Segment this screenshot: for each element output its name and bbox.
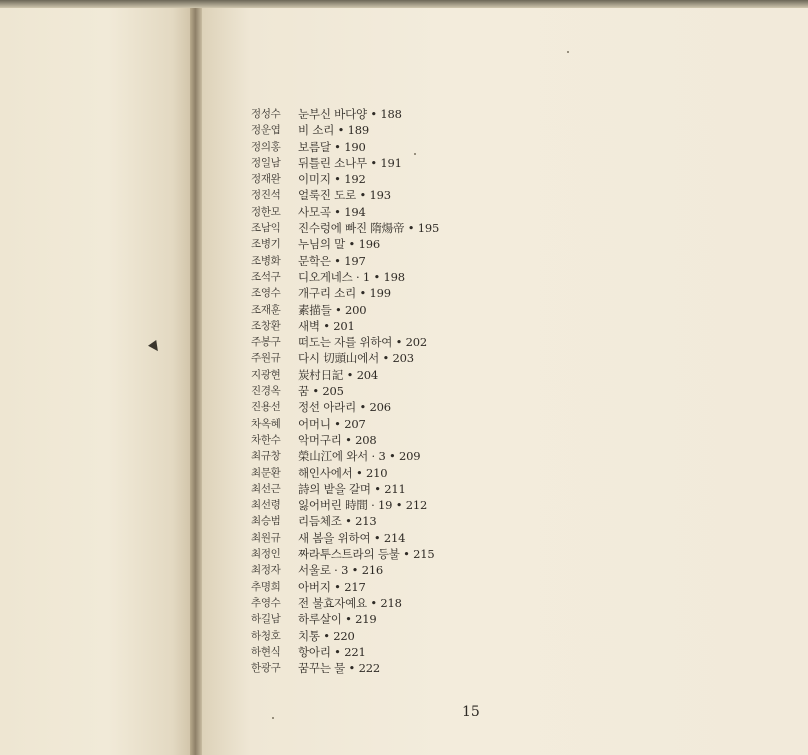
author-name: 정의홍 — [251, 140, 281, 153]
poem-entry: 해인사에서 • 210 — [298, 465, 388, 480]
poem-entry: 짜라투스트라의 등불 • 215 — [298, 547, 435, 562]
paper-speck — [567, 51, 569, 53]
poem-entry: 디오게네스 · 1 • 198 — [298, 269, 405, 284]
poem-entry: 素描들 • 200 — [298, 302, 367, 317]
author-name: 한광구 — [251, 662, 281, 675]
author-name: 최원규 — [251, 531, 281, 544]
poem-entry: 炭村日記 • 204 — [298, 367, 379, 382]
poem-entry: 뒤틀린 소나무 • 191 — [298, 155, 402, 170]
poem-entry: 하루살이 • 219 — [298, 612, 377, 627]
poem-entry: 다시 切頭山에서 • 203 — [298, 351, 414, 366]
author-name: 주원규 — [251, 352, 281, 365]
poem-entry: 새 봄을 위하여 • 214 — [298, 530, 406, 545]
scan-top-edge — [0, 0, 808, 8]
poem-entry: 비 소리 • 189 — [298, 123, 370, 138]
author-name: 추명희 — [251, 580, 281, 593]
author-name: 추영수 — [251, 596, 281, 609]
poem-entry: 개구리 소리 • 199 — [298, 286, 391, 301]
poem-entry: 새벽 • 201 — [298, 318, 355, 333]
poem-entry: 리듬체조 • 213 — [298, 514, 377, 529]
author-name: 정재완 — [251, 173, 281, 186]
poem-entry: 아버지 • 217 — [298, 579, 366, 594]
author-name: 조재훈 — [251, 303, 281, 316]
poem-entry: 문학은 • 197 — [298, 253, 366, 268]
author-name: 조석구 — [251, 270, 281, 283]
poem-entry: 정선 아라리 • 206 — [298, 400, 391, 415]
poem-entry: 서울로 · 3 • 216 — [298, 563, 384, 578]
poem-entry: 떠도는 자를 위하여 • 202 — [298, 335, 428, 350]
poem-entry: 얼룩진 도로 • 193 — [298, 188, 391, 203]
poem-entry: 항아리 • 221 — [298, 644, 366, 659]
author-name: 주봉구 — [251, 336, 281, 349]
author-name: 최승범 — [251, 515, 281, 528]
poem-entry: 누님의 말 • 196 — [298, 237, 380, 252]
poem-entry: 詩의 밭을 갈며 • 211 — [298, 481, 406, 496]
author-name: 하청호 — [251, 629, 281, 642]
author-name: 최문환 — [251, 466, 281, 479]
author-name: 최정자 — [251, 564, 281, 577]
author-name: 진경옥 — [251, 385, 281, 398]
poem-entry: 이미지 • 192 — [298, 172, 366, 187]
author-name: 조창환 — [251, 319, 281, 332]
poem-entry: 꿈꾸는 물 • 222 — [298, 661, 380, 676]
author-name: 최규창 — [251, 450, 281, 463]
author-name: 최선근 — [251, 482, 281, 495]
poem-entry: 전 불효자예요 • 218 — [298, 595, 402, 610]
author-name: 진용선 — [251, 401, 281, 414]
author-name: 정진석 — [251, 189, 281, 202]
paper-speck — [414, 153, 416, 155]
poem-entry: 눈부신 바다양 • 188 — [298, 107, 402, 121]
poem-entry: 어머니 • 207 — [298, 416, 366, 431]
author-name: 최정인 — [251, 548, 281, 561]
author-name: 차옥혜 — [251, 417, 281, 430]
author-name: 정성수 — [251, 108, 281, 120]
poem-entry: 잃어버린 時間 · 19 • 212 — [298, 498, 428, 513]
poem-entry: 악머구리 • 208 — [298, 432, 377, 447]
page-number: 15 — [462, 704, 480, 720]
poem-entry: 사모곡 • 194 — [298, 204, 366, 219]
author-name: 조영수 — [251, 287, 281, 300]
paper-speck — [272, 717, 274, 719]
book-gutter — [190, 0, 202, 755]
author-name: 정한모 — [251, 205, 281, 218]
author-name: 하길남 — [251, 613, 281, 626]
poem-entry: 치통 • 220 — [298, 628, 355, 643]
author-name: 하현식 — [251, 645, 281, 658]
author-name: 정일남 — [251, 156, 281, 169]
author-name: 정운엽 — [251, 124, 281, 137]
author-name: 조병기 — [251, 238, 281, 251]
author-name: 조남익 — [251, 222, 281, 235]
author-name: 차한수 — [251, 433, 281, 446]
poem-entry: 보름달 • 190 — [298, 139, 366, 154]
poem-entry: 榮山江에 와서 · 3 • 209 — [298, 449, 421, 464]
left-page — [0, 0, 196, 755]
poem-entry: 꿈 • 205 — [298, 384, 344, 399]
author-name: 지광현 — [251, 368, 281, 381]
author-name: 조병화 — [251, 254, 281, 267]
poem-entry: 진수렁에 빠진 隋煬帝 • 195 — [298, 221, 440, 236]
author-name: 최선령 — [251, 499, 281, 512]
